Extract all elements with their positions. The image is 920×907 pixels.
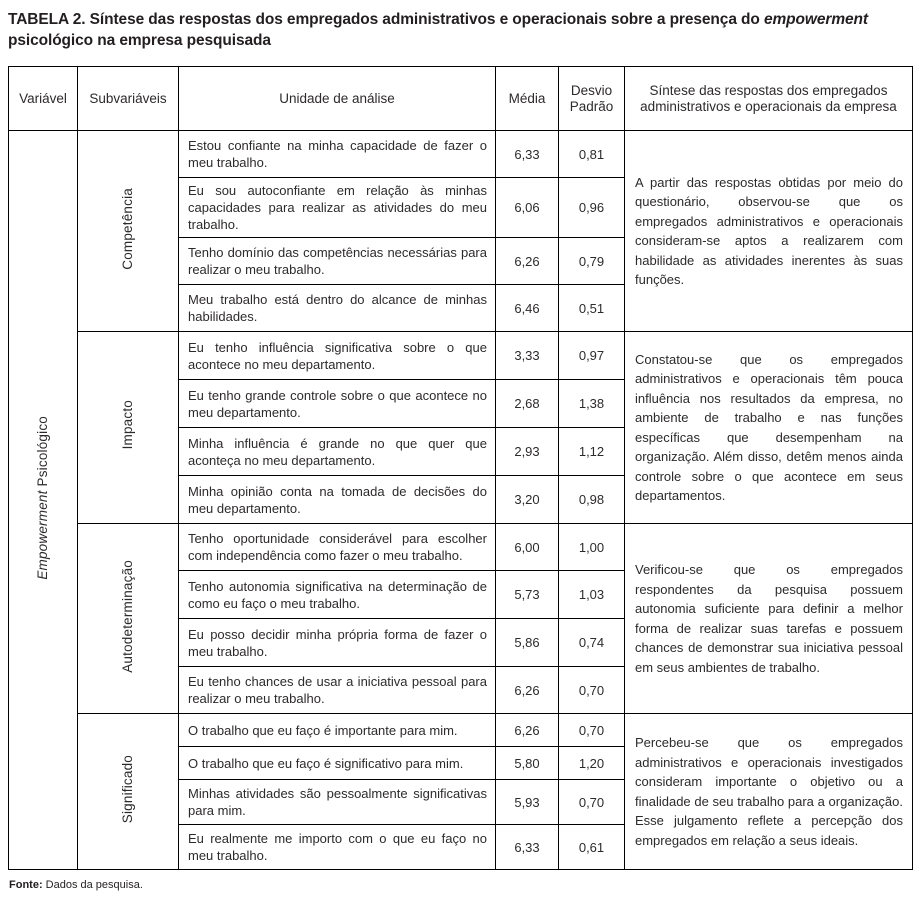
unit-cell: Eu tenho grande controle sobre o que acontece no meu departamento. <box>179 380 496 428</box>
col-header-desvio-padrao: Desvio Padrão <box>559 67 625 131</box>
unit-cell: Minha opinião conta na tomada de decisões do meu departamento. <box>179 476 496 524</box>
unit-cell: O trabalho que eu faço é significativo para mim. <box>179 747 496 780</box>
media-cell: 5,93 <box>496 780 559 825</box>
synthesis-cell-competencia: A partir das respostas obtidas por meio do questionário, observou-se que os empregados administrativos e operacionais consideram-se aptos a realizarem com habilidade as atividades inerentes às suas funções. <box>625 131 913 332</box>
dp-cell: 1,03 <box>559 571 625 619</box>
results-table <box>8 66 913 870</box>
subvariable-label: Significado <box>120 754 136 824</box>
media-cell: 6,26 <box>496 238 559 285</box>
media-cell: 6,46 <box>496 285 559 332</box>
unit-cell: O trabalho que eu faço é importante para mim. <box>179 714 496 747</box>
unit-cell: Tenho domínio das competências necessárias para realizar o meu trabalho. <box>179 238 496 285</box>
subvariable-cell-impacto <box>78 332 179 524</box>
dp-cell: 0,51 <box>559 285 625 332</box>
subvariable-label: Autodeterminação <box>120 559 136 673</box>
table-row <box>9 714 913 747</box>
unit-cell: Minhas atividades são pessoalmente significativas para mim. <box>179 780 496 825</box>
dp-cell: 0,70 <box>559 667 625 714</box>
synthesis-cell-impacto: Constatou-se que os empregados administrativos e operacionais têm pouca influência nos resultados da empresa, no ambiente de trabalho e nas funções específicas que desempenham na organização. Além disso, detêm menos ainda controle sobre o que acontece em seus departamentos. <box>625 332 913 524</box>
media-cell: 5,86 <box>496 619 559 667</box>
media-cell: 6,06 <box>496 178 559 238</box>
media-cell: 5,73 <box>496 571 559 619</box>
synthesis-cell-autodeterminacao: Verificou-se que os empregados respondentes da pesquisa possuem autonomia suficiente para definir a melhor forma de realizar suas tarefas e possuem chances de demonstrar sua iniciativa pessoal em seus ambientes de trabalho. <box>625 524 913 714</box>
table-title-part1: TABELA 2. Síntese das respostas dos empregados administrativos e operacionais sobre a presença do <box>8 11 764 28</box>
table-title-italic: empowerment <box>763 11 868 28</box>
dp-cell: 1,38 <box>559 380 625 428</box>
unit-cell: Meu trabalho está dentro do alcance de minhas habilidades. <box>179 285 496 332</box>
source-note <box>8 879 912 891</box>
table-row <box>9 332 913 380</box>
dp-cell: 1,20 <box>559 747 625 780</box>
dp-cell: 0,70 <box>559 780 625 825</box>
col-header-media: Média <box>496 67 559 131</box>
table-row <box>9 131 913 178</box>
unit-cell: Tenho oportunidade considerável para escolher com independência como fazer o meu trabalho. <box>179 524 496 571</box>
dp-cell: 0,96 <box>559 178 625 238</box>
col-header-subvariaveis: Subvariáveis <box>78 67 179 131</box>
unit-cell: Eu tenho chances de usar a iniciativa pessoal para realizar o meu trabalho. <box>179 667 496 714</box>
subvariable-label: Competência <box>120 187 136 270</box>
unit-cell: Minha influência é grande no que quer que aconteça no meu departamento. <box>179 428 496 476</box>
subvariable-cell-autodeterminacao <box>78 524 179 714</box>
dp-cell: 0,98 <box>559 476 625 524</box>
dp-cell: 0,74 <box>559 619 625 667</box>
header-row <box>9 67 913 131</box>
media-cell: 6,33 <box>496 131 559 178</box>
media-cell: 2,93 <box>496 428 559 476</box>
table-row <box>9 524 913 571</box>
col-header-unidade: Unidade de análise <box>179 67 496 131</box>
media-cell: 6,33 <box>496 825 559 870</box>
source-note-text: Dados da pesquisa. <box>42 879 143 891</box>
dp-cell: 0,81 <box>559 131 625 178</box>
dp-cell: 1,12 <box>559 428 625 476</box>
dp-cell: 0,70 <box>559 714 625 747</box>
dp-cell: 0,97 <box>559 332 625 380</box>
unit-cell: Tenho autonomia significativa na determinação de como eu faço o meu trabalho. <box>179 571 496 619</box>
media-cell: 6,00 <box>496 524 559 571</box>
variable-label: Empowerment Psicológico <box>35 415 51 580</box>
unit-cell: Eu posso decidir minha própria forma de fazer o meu trabalho. <box>179 619 496 667</box>
unit-cell: Estou confiante na minha capacidade de fazer o meu trabalho. <box>179 131 496 178</box>
dp-cell: 0,61 <box>559 825 625 870</box>
dp-cell: 1,00 <box>559 524 625 571</box>
media-cell: 5,80 <box>496 747 559 780</box>
variable-cell <box>9 131 78 870</box>
dp-cell: 0,79 <box>559 238 625 285</box>
media-cell: 2,68 <box>496 380 559 428</box>
media-cell: 3,20 <box>496 476 559 524</box>
subvariable-cell-significado <box>78 714 179 870</box>
unit-cell: Eu tenho influência significativa sobre o que acontece no meu departamento. <box>179 332 496 380</box>
table-title-part2: psicológico na empresa pesquisada <box>8 32 271 49</box>
col-header-variavel: Variável <box>9 67 78 131</box>
media-cell: 6,26 <box>496 714 559 747</box>
table-title <box>8 9 911 51</box>
subvariable-label: Impacto <box>120 400 136 450</box>
source-note-label: Fonte: <box>9 879 43 891</box>
col-header-sintese: Síntese das respostas dos empregados administrativos e operacionais da empresa <box>625 67 913 131</box>
subvariable-cell-competencia <box>78 131 179 332</box>
unit-cell: Eu realmente me importo com o que eu faço no meu trabalho. <box>179 825 496 870</box>
media-cell: 3,33 <box>496 332 559 380</box>
unit-cell: Eu sou autoconfiante em relação às minhas capacidades para realizar as atividades do meu trabalho. <box>179 178 496 238</box>
synthesis-cell-significado: Percebeu-se que os empregados administrativos e operacionais investigados consideram importante o objetivo ou a finalidade de seu trabalho para a organização. Esse julgamento reflete a percepção dos empregados em relação a seus ideais. <box>625 714 913 870</box>
media-cell: 6,26 <box>496 667 559 714</box>
